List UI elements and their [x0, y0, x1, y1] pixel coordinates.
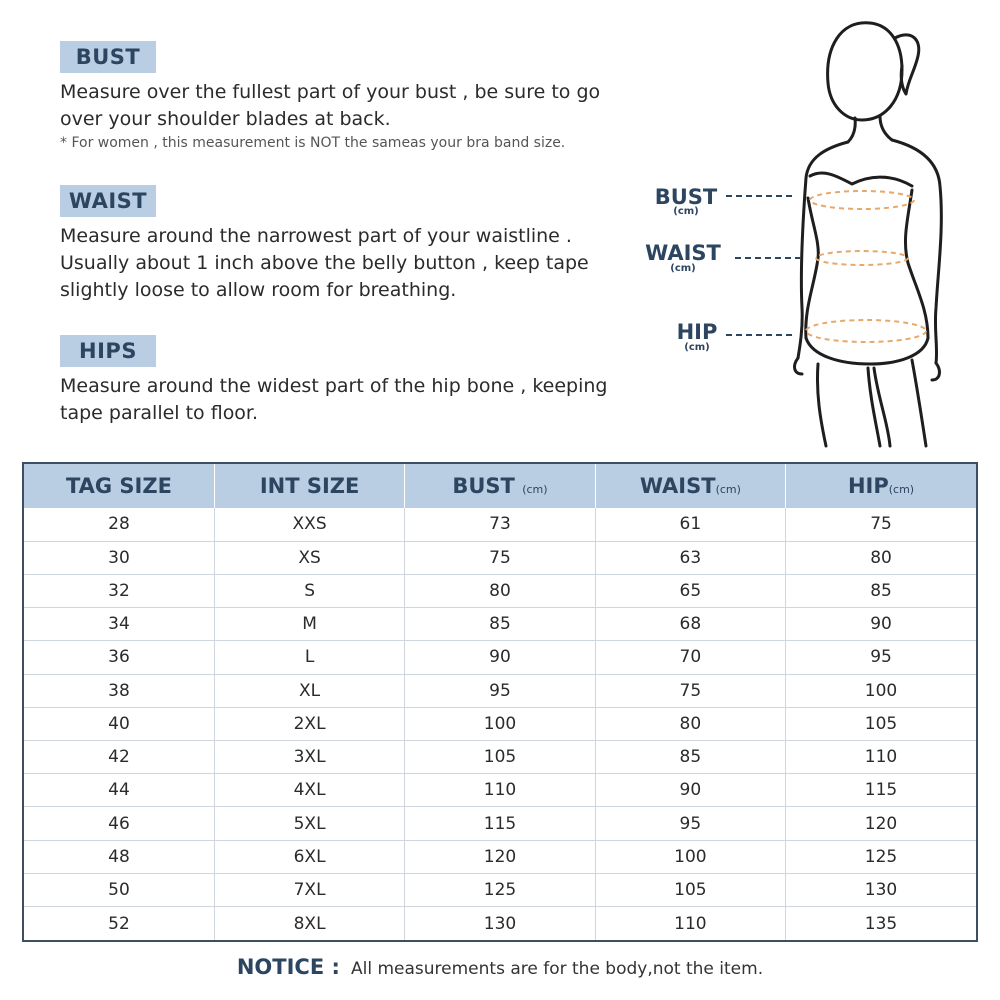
cell-tag-size: 32	[24, 574, 214, 607]
header-bust: BUST (cm)	[405, 464, 595, 508]
cell-bust: 115	[405, 807, 595, 840]
cell-hip: 75	[786, 508, 976, 541]
hips-section	[60, 335, 620, 427]
hips-tag: HIPS	[60, 335, 156, 367]
cell-waist: 70	[595, 641, 785, 674]
cell-tag-size: 40	[24, 707, 214, 740]
cell-tag-size: 28	[24, 508, 214, 541]
table-row	[24, 707, 976, 740]
table-header-row	[24, 464, 976, 508]
cell-tag-size: 36	[24, 641, 214, 674]
cell-bust: 80	[405, 574, 595, 607]
size-chart-table	[24, 464, 976, 940]
cell-int-size: 8XL	[214, 907, 404, 940]
bust-note: * For women , this measurement is NOT the sameas your bra band size.	[60, 135, 566, 151]
cell-tag-size: 38	[24, 674, 214, 707]
cell-int-size: 7XL	[214, 873, 404, 906]
cell-bust: 120	[405, 840, 595, 873]
cell-int-size: 4XL	[214, 774, 404, 807]
figure-hip-unit: (cm)	[684, 342, 710, 353]
cell-waist: 100	[595, 840, 785, 873]
notice-label: NOTICE :	[236, 955, 340, 979]
cell-hip: 100	[786, 674, 976, 707]
table-row	[24, 807, 976, 840]
cell-int-size: S	[214, 574, 404, 607]
cell-tag-size: 52	[24, 907, 214, 940]
table-row	[24, 840, 976, 873]
cell-hip: 85	[786, 574, 976, 607]
table-row	[24, 641, 976, 674]
header-hip: HIP(cm)	[786, 464, 976, 508]
cell-waist: 65	[595, 574, 785, 607]
cell-int-size: L	[214, 641, 404, 674]
figure-waist-label: WAIST	[645, 241, 721, 265]
cell-int-size: M	[214, 608, 404, 641]
cell-hip: 80	[786, 541, 976, 574]
bust-description: Measure over the fullest part of your bust , be sure to go over your shoulder blades at back.	[60, 81, 601, 130]
size-chart	[22, 462, 978, 942]
cell-hip: 105	[786, 707, 976, 740]
table-row	[24, 541, 976, 574]
cell-bust: 100	[405, 707, 595, 740]
table-row	[24, 608, 976, 641]
figure-hip-label: HIP	[676, 320, 718, 344]
cell-waist: 90	[595, 774, 785, 807]
body-figure-illustration	[640, 8, 980, 453]
cell-bust: 90	[405, 641, 595, 674]
cell-int-size: 2XL	[214, 707, 404, 740]
cell-hip: 125	[786, 840, 976, 873]
waist-tape-icon	[816, 251, 908, 265]
cell-waist: 61	[595, 508, 785, 541]
cell-tag-size: 48	[24, 840, 214, 873]
cell-tag-size: 34	[24, 608, 214, 641]
cell-tag-size: 46	[24, 807, 214, 840]
cell-bust: 110	[405, 774, 595, 807]
table-row	[24, 774, 976, 807]
cell-bust: 130	[405, 907, 595, 940]
cell-waist: 75	[595, 674, 785, 707]
table-row	[24, 907, 976, 940]
header-int-size: INT SIZE	[214, 464, 404, 508]
cell-hip: 110	[786, 741, 976, 774]
header-waist: WAIST(cm)	[595, 464, 785, 508]
cell-bust: 75	[405, 541, 595, 574]
cell-waist: 85	[595, 741, 785, 774]
cell-hip: 120	[786, 807, 976, 840]
cell-tag-size: 30	[24, 541, 214, 574]
cell-hip: 90	[786, 608, 976, 641]
notice-text: All measurements are for the body,not the item.	[350, 959, 764, 979]
head-outline-icon	[828, 23, 902, 120]
bust-tape-icon	[810, 191, 914, 209]
cell-tag-size: 50	[24, 873, 214, 906]
cell-hip: 130	[786, 873, 976, 906]
table-row	[24, 574, 976, 607]
cell-int-size: 3XL	[214, 741, 404, 774]
cell-hip: 115	[786, 774, 976, 807]
hip-tape-icon	[806, 320, 926, 342]
figure-waist-unit: (cm)	[670, 263, 696, 274]
cell-int-size: 5XL	[214, 807, 404, 840]
cell-int-size: XL	[214, 674, 404, 707]
bust-tag: BUST	[60, 41, 156, 73]
cell-waist: 105	[595, 873, 785, 906]
cell-bust: 105	[405, 741, 595, 774]
figure-bust-unit: (cm)	[673, 206, 699, 217]
cell-bust: 73	[405, 508, 595, 541]
cell-int-size: 6XL	[214, 840, 404, 873]
cell-tag-size: 42	[24, 741, 214, 774]
hips-description: Measure around the widest part of the hip bone , keeping tape parallel to floor.	[60, 375, 608, 424]
header-tag-size: TAG SIZE	[24, 464, 214, 508]
cell-bust: 95	[405, 674, 595, 707]
table-row	[24, 873, 976, 906]
cell-waist: 95	[595, 807, 785, 840]
bust-section	[60, 41, 620, 151]
cell-hip: 135	[864, 913, 898, 934]
waist-tag: WAIST	[60, 185, 156, 217]
cell-bust: 85	[405, 608, 595, 641]
figure-bust-label: BUST	[654, 185, 718, 209]
cell-waist: 63	[595, 541, 785, 574]
table-row	[24, 674, 976, 707]
cell-waist: 80	[595, 707, 785, 740]
cell-waist: 110	[595, 907, 785, 940]
table-row	[24, 741, 976, 774]
cell-bust: 125	[405, 873, 595, 906]
cell-int-size: XS	[214, 541, 404, 574]
cell-waist: 68	[595, 608, 785, 641]
cell-hip: 95	[786, 641, 976, 674]
cell-tag-size: 44	[24, 774, 214, 807]
cell-int-size: XXS	[214, 508, 404, 541]
table-row	[24, 508, 976, 541]
table-body	[24, 508, 976, 940]
waist-section	[60, 185, 620, 304]
waist-description: Measure around the narrowest part of your waistline . Usually about 1 inch above the belly button , keep tape slightly loose to allow room for breathing.	[60, 225, 589, 301]
notice-footer	[0, 955, 1000, 979]
